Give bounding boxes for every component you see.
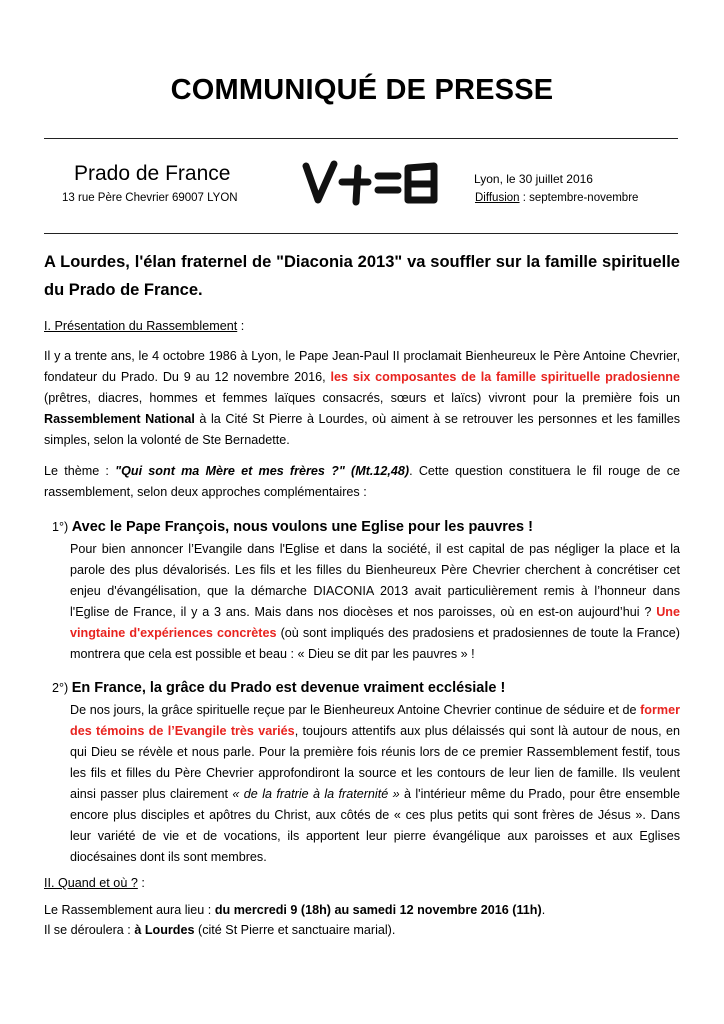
item1-heading [52,517,680,538]
intro-highlight: les six composantes de la famille spirituelle pradosienne [330,370,680,384]
when-dates: du mercredi 9 (18h) au samedi 12 novembre 2016 (11h) [214,903,542,917]
section2-heading-suffix: : [137,876,145,890]
diffusion-label: Diffusion [475,192,520,204]
item2-paragraph [70,700,680,868]
theme-text-a: Le thème : [44,464,116,478]
when-text-c: . [541,903,546,917]
section1-heading-text: I. Présentation du Rassemblement [44,319,238,333]
headline: A Lourdes, l'élan fraternel de "Diaconia 2013" va souffler sur la famille spirituelle du Prado de France. [44,253,680,299]
where-text-a: Il se déroulera : [44,923,135,937]
item2-title: En France, la grâce du Prado est devenue vraiment ecclésiale ! [71,680,506,696]
intro-text-b: (prêtres, diacres, hommes et femmes laïques consacrés, sœurs et laïcs) vivront pour la première fois un [44,391,680,405]
item1-paragraph [70,539,680,665]
section2-heading [44,873,680,894]
org-address: 13 rue Père Chevrier 69007 LYON [62,192,238,204]
diffusion-value: : septembre-novembre [519,192,639,204]
item2-text-b: , toujours attentifs aux plus délaissés qui sont là autour de nous, en qui Dieu se révèle et nous parle. Pour la première fois réunis lors de ce premier Rassemblement festif, tous les fils et filles du Père Chevrier approfondiront la source et les contours de leur lien de famille. Ils veulent ainsi passer plus clairement [70,724,680,801]
where-line [44,920,680,941]
section1-heading-suffix: : [237,319,245,333]
item2-text-a: De nos jours, la grâce spirituelle reçue par le Bienheureux Antoine Chevrier continue de séduire et de [70,703,641,717]
intro-paragraph [44,346,680,451]
where-place: à Lourdes [134,923,195,937]
theme-paragraph [44,461,680,503]
item2-text-c: à l'intérieur même du Prado, pour être ensemble encore plus disciples et apôtres du Christ, aux côtés de « ces plus petits qui sont frères de Jésus ». Dans leur variété de vie et de vocations, ils apportent leur pierre évangélique aux paroisses et aux Eglises diocésaines dont ils sont membres. [70,787,680,864]
when-text-a: Le Rassemblement aura lieu : [44,903,215,917]
top-divider [44,138,678,139]
item1-text-a: Pour bien annoncer l’Evangile dans l'Eglise et dans la société, il est capital de pas négliger la place et la parole des plus dévalorisés. Les fils et les filles du Bienheureux Père Chevrier cherchent à concrétiser cet enjeu d'évangélisation, que la démarche DIACONIA 2013 avait particulièrement remis à l’honneur dans l'Eglise de France, il y a 3 ans. Mais dans nos diocèses et nos paroisses, où en est-on aujourd’hui ? [70,542,680,619]
diffusion-line [475,192,638,204]
item1-text-b: (où sont impliqués des pradosiens et pradosiennes de toute la France) montrera que cela est possible et beau : « Dieu se dit par les pauvres » ! [70,626,680,661]
where-text-c: (cité St Pierre et sanctuaire marial). [194,923,396,937]
section2-heading-text: II. Quand et où ? [44,876,138,890]
intro-text-c: à la Cité St Pierre à Lourdes, où aiment à se retrouver les personnes et les familles simples, selon la volonté de Ste Bernadette. [44,412,680,447]
item1-title: Avec le Pape François, nous voulons une Eglise pour les pauvres ! [71,519,533,535]
item2-number: 2°) [52,681,72,695]
item1-number: 1°) [52,520,72,534]
item2-highlight: former des témoins de l’Evangile très variés [70,703,680,738]
when-line [44,900,680,921]
prado-logo-icon [298,156,444,208]
intro-bold: Rassemblement National [44,412,195,426]
header-divider [44,233,678,234]
page-title: COMMUNIQUÉ DE PRESSE [170,74,554,106]
theme-quote: "Qui sont ma Mère et mes frères ?" (Mt.12,48) [115,464,410,478]
org-name: Prado de France [74,162,231,185]
item2-italic: « de la fratrie à la fraternité » [232,787,400,801]
intro-text-a: Il y a trente ans, le 4 octobre 1986 à Lyon, le Pape Jean-Paul II proclamait Bienheureux le Père Antoine Chevrier, fondateur du Prado. Du 9 au 12 novembre 2016, [44,349,680,384]
item2-heading [52,678,680,699]
item1-highlight: Une vingtaine d'expériences concrètes [70,605,680,640]
theme-text-b: . Cette question constituera le fil rouge de ce rassemblement, selon deux approches complémentaires : [44,464,680,499]
section1-heading [44,316,680,337]
date-line: Lyon, le 30 juillet 2016 [474,172,593,186]
